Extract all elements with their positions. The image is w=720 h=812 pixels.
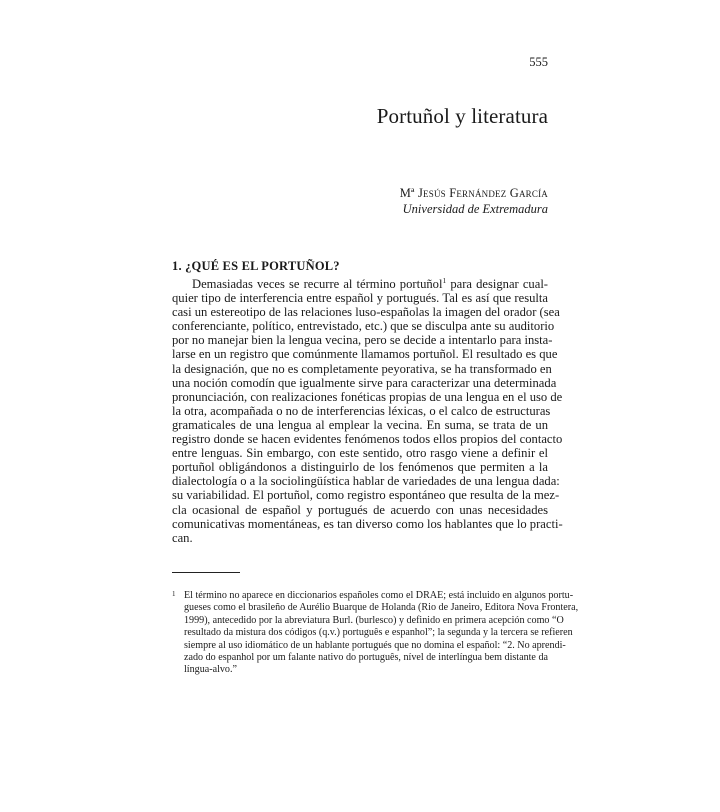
footnote-line: 1999), antecedido por la abreviatura Burl. (burlesco) y definido en primera acepción como “O <box>184 614 564 626</box>
footnote-line: siempre al uso idiomático de un hablante portugués que no domina el español: “2. No aprendi- <box>184 639 566 651</box>
author-name: Mª Jesús Fernández García <box>399 186 548 200</box>
body-line: cla ocasional de español y portugués de acuerdo con unas necesidades <box>172 502 548 517</box>
footnote-separator <box>172 572 240 573</box>
body-line: una noción comodín que igualmente sirve para caracterizar una determinada <box>172 375 557 390</box>
author-block <box>300 185 548 217</box>
body-line: comunicativas momentáneas, es tan diverso como los hablantes que lo practi- <box>172 516 563 531</box>
body-line: larse en un registro que comúnmente llamamos portuñol. El resultado es que <box>172 347 558 362</box>
body-line: portuñol obligándonos a distinguirlo de los fenómenos que permiten a la <box>172 460 548 475</box>
body-line: conferenciante, político, entrevistado, etc.) que se disculpa ante su auditorio <box>172 319 555 334</box>
footnote-number: 1 <box>172 590 176 598</box>
body-line: entre lenguas. Sin embargo, con este sentido, otro rasgo viene a definir el <box>172 446 548 461</box>
footnote-line: El término no aparece en diccionarios españoles como el DRAE; está incluido en algunos portu- <box>184 590 574 601</box>
body-line: quier tipo de interferencia entre español y portugués. Tal es así que resulta <box>172 291 548 306</box>
section-heading: 1. ¿QUÉ ES EL PORTUÑOL? <box>172 259 340 273</box>
footnote-text <box>184 590 579 677</box>
footnote-reference[interactable]: 1 <box>442 276 447 285</box>
footnote-line: língua-alvo.” <box>184 664 237 676</box>
footnote-line: resultado da mistura dos códigos (q.v.) português e espanhol”; la segunda y la tercera se refieren <box>184 627 573 639</box>
author-affiliation: Universidad de Extremadura <box>402 202 548 216</box>
body-line: pronunciación, con realizaciones fonéticas propias de una lengua en el uso de <box>172 389 563 404</box>
body-line: gramaticales de una lengua al emplear la vecina. En suma, se trata de un <box>172 417 548 432</box>
body-line: la designación, que no es completamente peyorativa, se ha transformado en <box>172 361 552 376</box>
body-paragraph <box>172 276 563 545</box>
article-title: Portuñol y literatura <box>376 104 548 128</box>
body-line: registro donde se hacen evidentes fenómenos todos ellos propios del contacto <box>172 432 563 447</box>
body-line: Demasiadas veces se recurre al término portuñol$^1$ para designar cual- <box>192 276 549 291</box>
footnote <box>172 590 579 677</box>
body-line: can. <box>172 530 193 545</box>
footnote-line: gueses como el brasileño de Aurélio Buarque de Holanda (Rio de Janeiro, Editora Nova Frontera, <box>184 602 579 614</box>
body-line: por no manejar bien la lengua vecina, pero se decide a intentarlo para insta- <box>172 333 553 348</box>
body-line: casi un estereotipo de las relaciones luso-españolas la imagen del orador (sea <box>172 305 560 320</box>
body-line: la otra, acompañada o no de interferencias léxicas, o el calco de estructuras <box>172 403 551 418</box>
page-number: 555 <box>529 55 548 69</box>
footnote-line: zado do espanhol por um falante nativo do português, nível de interlíngua bem distante da <box>184 652 548 664</box>
body-line: dialectología o a la sociolingüística hablar de variedades de una lengua dada: <box>172 474 560 489</box>
body-line: su variabilidad. El portuñol, como registro espontáneo que resulta de la mez- <box>172 488 560 503</box>
